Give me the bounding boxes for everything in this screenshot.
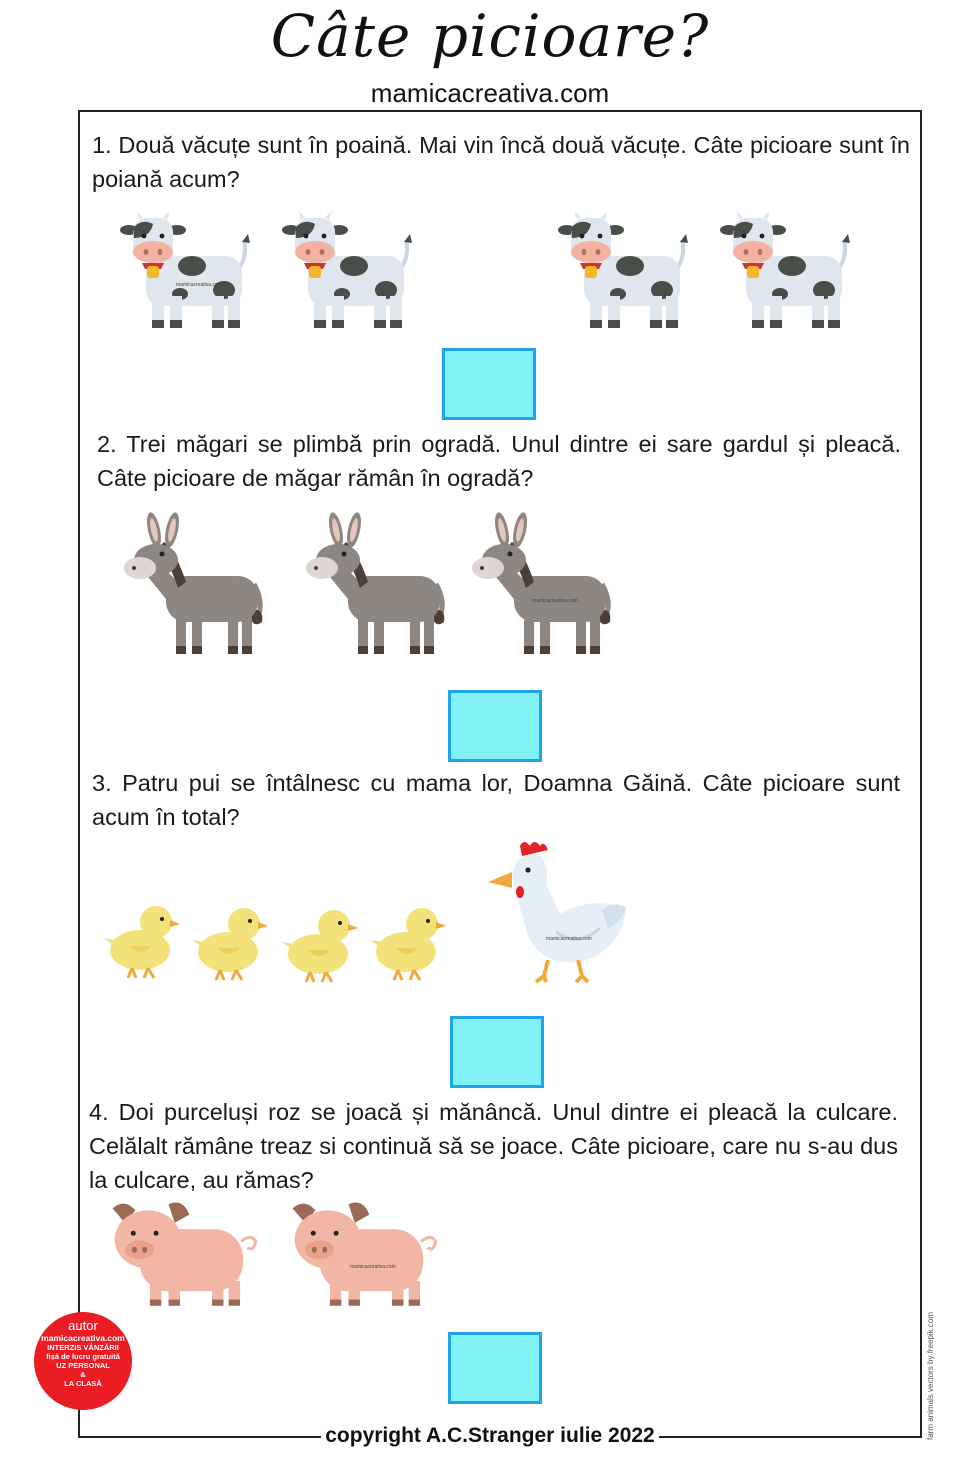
question-2-text: 2. Trei măgari se plimbă prin ogradă. Unul dintre ei sare gardul și pleacă. Câte picioare de măgar rămân în ogradă? [97, 431, 901, 491]
site-name: mamicacreativa.com [370, 78, 610, 108]
chick-icon [368, 902, 448, 982]
pig-icon [284, 1198, 440, 1312]
hen-icon [482, 836, 632, 986]
image-credit: farm animals vectors by freepik.com [926, 1311, 935, 1440]
watermark: mamicacreativa.com [532, 598, 578, 604]
pig-icon [104, 1198, 260, 1312]
watermark: mamicacreativa.com [350, 1264, 396, 1270]
page-title: Câte picioare? [270, 2, 710, 70]
watermark: mamicacreativa.com [546, 936, 592, 942]
donkey-icon [124, 512, 274, 662]
cow-icon [720, 208, 860, 333]
badge-personal-use: UZ PERSONAL [56, 1361, 110, 1370]
cow-icon [558, 208, 698, 333]
question-1-text: 1. Două văcuțe sunt în poaină. Mai vin încă două văcuțe. Câte picioare sunt în poiană acum? [92, 132, 910, 192]
donkey-icon [472, 512, 622, 662]
answer-box-1[interactable] [442, 348, 536, 420]
badge-author-label: autor [68, 1318, 98, 1333]
chick-icon [190, 902, 270, 982]
answer-box-2[interactable] [448, 690, 542, 762]
watermark: mamicacreativa.com [176, 282, 222, 288]
copyright-text: copyright A.C.Stranger iulie 2022 [321, 1424, 658, 1448]
badge-ampersand: & [80, 1370, 86, 1379]
chick-icon [102, 900, 182, 980]
question-4-text: 4. Doi purceluși roz se joacă și mănâncă. Unul dintre ei pleacă la culcare. Celălalt rămâne treaz si continuă să se joace. Câte picioare, care nu s-au dus la culcare, au rămas? [89, 1099, 898, 1193]
chick-icon [280, 904, 360, 984]
footer [0, 1424, 980, 1448]
answer-box-3[interactable] [450, 1016, 544, 1088]
cow-icon [120, 208, 260, 333]
cow-icon [282, 208, 422, 333]
answer-box-4[interactable] [448, 1332, 542, 1404]
badge-free-sheet: fișă de lucru gratuită [46, 1352, 120, 1361]
donkey-icon [306, 512, 456, 662]
badge-classroom: LA CLASĂ [64, 1379, 102, 1388]
author-badge [34, 1312, 132, 1410]
badge-site: mamicacreativa.com [41, 1333, 125, 1343]
question-3-text: 3. Patru pui se întâlnesc cu mama lor, Doamna Găină. Câte picioare sunt acum în total? [92, 770, 900, 830]
badge-no-sale: INTERZIS VÂNZĂRII [47, 1343, 119, 1352]
